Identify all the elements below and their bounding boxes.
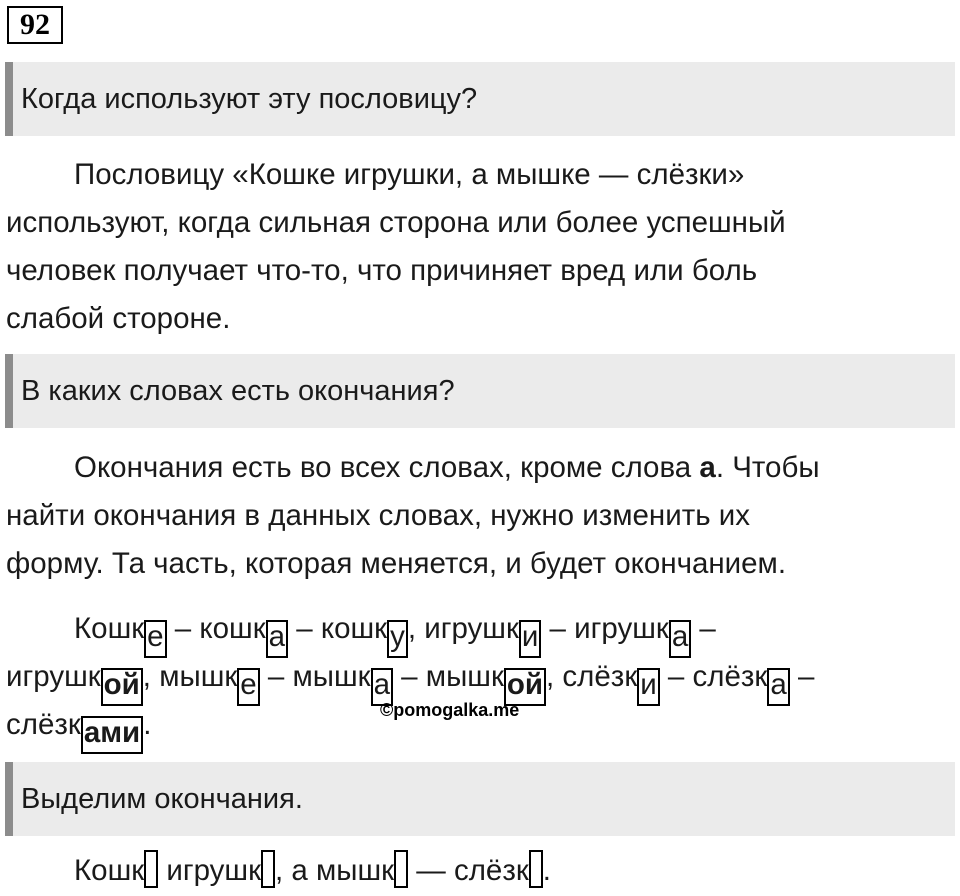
- period: .: [143, 708, 152, 741]
- proverb-endings-line: [6, 847, 956, 895]
- text-line: форму. Та часть, которая меняется, и будет окончанием.: [6, 547, 787, 580]
- comma: ,: [546, 660, 563, 693]
- text-line: [6, 653, 956, 701]
- ending-box: и: [637, 668, 659, 706]
- question-heading-1: Когда используют эту пословицу?: [5, 62, 955, 136]
- question-heading-2: В каких словах есть окончания?: [5, 354, 955, 428]
- dash: –: [288, 612, 321, 645]
- word-stem: Кошк: [74, 612, 145, 645]
- word-stem: слёзк: [692, 660, 768, 693]
- ending-box: и: [519, 620, 541, 658]
- watermark: ©pomogalka.me: [380, 700, 520, 720]
- word-stem: игрушк: [574, 612, 669, 645]
- ending-box: ами: [81, 716, 143, 754]
- text-fragment: . Чтобы: [715, 451, 820, 484]
- word-stem: Кошк: [74, 854, 145, 887]
- word-stem: мышк: [292, 660, 371, 693]
- word-forms-paragraph: [6, 605, 956, 749]
- dash: –: [691, 612, 716, 645]
- empty-ending-box: [394, 850, 408, 888]
- word-stem: кошк: [199, 612, 266, 645]
- bold-word: а: [699, 451, 716, 484]
- word-stem: , а мышк: [275, 854, 395, 887]
- word-stem: игрушк: [6, 660, 101, 693]
- dash: –: [259, 660, 293, 693]
- ending-box: а: [767, 668, 789, 706]
- text-line: [6, 847, 956, 895]
- text-line: человек получает что-то, что причиняет вред или боль: [6, 254, 758, 287]
- dash: –: [789, 660, 815, 693]
- word-stem: — слёзк: [408, 854, 529, 887]
- text-line: [6, 605, 956, 653]
- text-line: используют, когда сильная сторона или более успешный: [6, 206, 786, 239]
- dash: –: [541, 612, 575, 645]
- empty-ending-box: [529, 850, 543, 888]
- word-stem: мышк: [425, 660, 504, 693]
- ending-box: у: [387, 620, 408, 658]
- answer-paragraph-2: [6, 444, 956, 588]
- text-line: найти окончания в данных словах, нужно изменить их: [6, 499, 750, 532]
- text-line: [6, 444, 956, 492]
- ending-box: е: [144, 620, 166, 658]
- word-stem: слёзк: [6, 708, 81, 741]
- ending-box: а: [266, 620, 288, 658]
- dash: –: [659, 660, 693, 693]
- ending-box: е: [237, 668, 259, 706]
- ending-box: ой: [101, 668, 143, 706]
- task-number: 92: [7, 6, 63, 44]
- text-line: слабой стороне.: [6, 302, 231, 335]
- empty-ending-box: [144, 850, 158, 888]
- word-stem: игрушк: [424, 612, 519, 645]
- comma: ,: [407, 612, 425, 645]
- word-stem: кошк: [320, 612, 388, 645]
- ending-box: а: [669, 620, 691, 658]
- empty-ending-box: [261, 850, 275, 888]
- word-stem: мышк: [159, 660, 238, 693]
- text-line: Пословицу «Кошке игрушки, а мышке — слёзки»: [74, 158, 745, 191]
- answer-paragraph-1: [6, 151, 956, 343]
- word-stem: игрушк: [158, 854, 262, 887]
- ending-box: ой: [504, 668, 546, 706]
- ending-box: а: [371, 668, 393, 706]
- dash: –: [392, 660, 426, 693]
- comma: ,: [142, 660, 160, 693]
- text-fragment: Окончания есть во всех словах, кроме слова: [74, 451, 700, 484]
- period: .: [542, 854, 551, 887]
- dash: –: [166, 612, 200, 645]
- question-heading-3: Выделим окончания.: [5, 762, 955, 836]
- word-stem: слёзк: [562, 660, 638, 693]
